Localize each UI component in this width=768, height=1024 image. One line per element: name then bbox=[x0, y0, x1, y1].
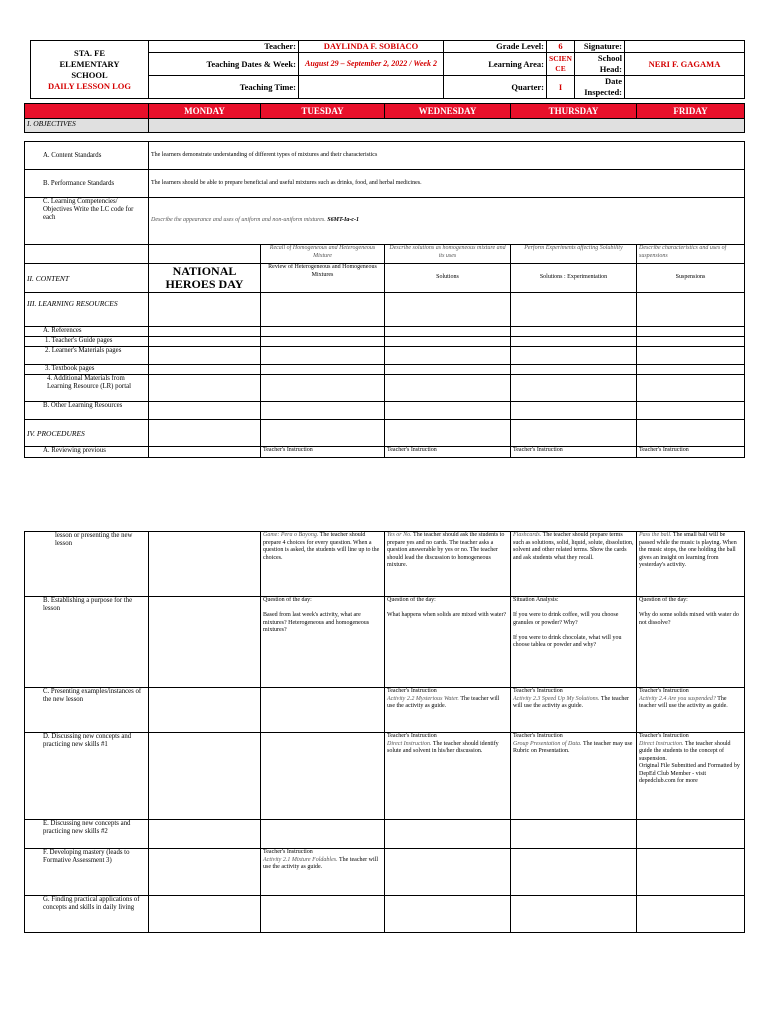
competencies-code: S6MT-Ia-c-1 bbox=[327, 217, 360, 224]
head-name: NERI F. GAGAMA bbox=[625, 53, 745, 76]
head-label: School Head: bbox=[575, 53, 625, 76]
deped-club-note: Original File Submitted and Formatted by DepEd Club Member - visit depedclub.com for more bbox=[639, 763, 740, 784]
day-friday: FRIDAY bbox=[637, 104, 745, 119]
header-table bbox=[30, 40, 745, 99]
discussing-1-thursday: Teacher's Instruction Group Presentation of Data. The teacher may use Rubric on Presentation. bbox=[511, 733, 637, 820]
practical-applications-label: G. Finding practical applications of concepts and skills in daily living bbox=[25, 896, 149, 933]
topic-wednesday: Solutions bbox=[385, 264, 511, 293]
resources-heading: III. LEARNING RESOURCES bbox=[25, 293, 149, 327]
competencies-label: C. Learning Competencies/ Objectives Write the LC code for each bbox=[25, 198, 149, 245]
additional-materials-label: 4. Additional Materials from Learning Resource (LR) portal bbox=[25, 375, 149, 402]
mastery-tuesday: Teacher's Instruction Activity 2.1 Mixture Foldables. The teacher will use the activity as guide. bbox=[261, 849, 385, 896]
purpose-label: B. Establishing a purpose for the lesson bbox=[25, 597, 149, 688]
references-label: A. References bbox=[25, 327, 149, 337]
day-thursday: THURSDAY bbox=[511, 104, 637, 119]
content-standards-label: A. Content Standards bbox=[25, 142, 149, 170]
objectives-heading: I. OBJECTIVES bbox=[25, 119, 149, 133]
days-row bbox=[25, 104, 745, 119]
examples-wednesday: Teacher's Instruction Activity 2.2 Mysterious Water. The teacher will use the activity as guide. bbox=[385, 688, 511, 733]
quarter-value: I bbox=[547, 76, 575, 99]
lm-label: 2. Learner's Materials pages bbox=[25, 347, 149, 365]
review-thursday: Teacher's Instruction bbox=[511, 447, 637, 458]
other-resources-label: B. Other Learning Resources bbox=[25, 402, 149, 420]
developing-mastery-label: F. Developing mastery (leads to Formative Assessment 3) bbox=[25, 849, 149, 896]
time-value bbox=[299, 76, 444, 99]
content-standards: The learners demonstrate understanding of different types of mixtures and their characteristics bbox=[149, 142, 745, 170]
inspected-label: Date Inspected: bbox=[575, 76, 625, 99]
topic-tuesday: Review of Heterogeneous and Homogeneous Mixtures bbox=[261, 264, 385, 293]
tg-label: 1. Teacher's Guide pages bbox=[25, 337, 149, 347]
review-activity-thursday: Flashcards. The teacher should prepare terms such as solutions, solid, liquid, solute, dissolution, solvent and other related terms. Show the cards and ask students what they recall. bbox=[511, 532, 637, 597]
review-activity-tuesday: Game: Pera o Bayong. The teacher should prepare 4 choices for every question. When a question is asked, the students will line up to the choices. bbox=[261, 532, 385, 597]
topic-sub-thursday: Perform Experiments affecting Solubility bbox=[511, 245, 637, 264]
grade-value: 6 bbox=[547, 41, 575, 53]
day-tuesday: TUESDAY bbox=[261, 104, 385, 119]
procedures-heading: IV. PROCEDURES bbox=[25, 420, 149, 447]
lesson-table-page1 bbox=[24, 103, 745, 458]
discussing-1-friday: Teacher's Instruction Direct Instruction. The teacher should guide the students to the concept of suspension. Original File Submitted and Formatted by DepEd Club Member - visit depedclub.com for more bbox=[637, 733, 745, 820]
quarter-label: Quarter: bbox=[444, 76, 547, 99]
presenting-examples-label: C. Presenting examples/instances of the new lesson bbox=[25, 688, 149, 733]
signature-value bbox=[625, 41, 745, 53]
area-value: SCIENCE bbox=[547, 53, 575, 76]
review-friday: Teacher's Instruction bbox=[637, 447, 745, 458]
topic-thursday: Solutions : Experimentation bbox=[511, 264, 637, 293]
purpose-friday: Question of the day: Why do some solids mixed with water do not dissolve? bbox=[637, 597, 745, 688]
topic-sub-wednesday: Describe solutions as homogeneous mixture and its uses bbox=[385, 245, 511, 264]
content-heading: II. CONTENT bbox=[25, 264, 149, 293]
textbook-label: 3. Textbook pages bbox=[25, 365, 149, 375]
performance-standards: The learners should be able to prepare beneficial and useful mixtures such as drinks, food, and herbal medicines. bbox=[149, 170, 745, 198]
competencies-text: Describe the appearance and uses of uniform and non-uniform mixtures. bbox=[151, 217, 326, 224]
performance-standards-label: B. Performance Standards bbox=[25, 170, 149, 198]
topic-sub-friday: Describe characteristics and uses of suspensions bbox=[637, 245, 745, 264]
discussing-1-label: D. Discussing new concepts and practicing new skills #1 bbox=[25, 733, 149, 820]
school-name: STA. FE ELEMENTARY SCHOOL DAILY LESSON LOG bbox=[31, 41, 149, 99]
examples-friday: Teacher's Instruction Activity 2.4 Are you suspended? The teacher will use the activity as guide. bbox=[637, 688, 745, 733]
topic-sub-tuesday: Recall of Homogeneous and Heterogeneous Mixture bbox=[261, 245, 385, 264]
day-monday: MONDAY bbox=[149, 104, 261, 119]
review-activity-friday: Pass the ball. The small ball will be passed while the music is playing. When the music stops, the one holding the ball gives an insight on learning from yesterday's activity. bbox=[637, 532, 745, 597]
examples-thursday: Teacher's Instruction Activity 2.3 Speed Up My Solutions. The teacher will use the activity as guide. bbox=[511, 688, 637, 733]
review-tuesday: Teacher's Instruction bbox=[261, 447, 385, 458]
teaching-dates: August 29 – September 2, 2022 / Week 2 bbox=[299, 53, 444, 76]
review-activity-wednesday: Yes or No. The teacher should ask the students to prepare yes and no cards. The teacher asks a question answerable by yes or no. The teacher should lead the discussion to homogeneous mixture. bbox=[385, 532, 511, 597]
day-wednesday: WEDNESDAY bbox=[385, 104, 511, 119]
purpose-tuesday: Question of the day: Based from last week's activity, what are mixtures? Heterogeneous and homogeneous mixtures? bbox=[261, 597, 385, 688]
topic-friday: Suspensions bbox=[637, 264, 745, 293]
grade-label: Grade Level: bbox=[444, 41, 547, 53]
lesson-table-page2 bbox=[24, 531, 745, 933]
dates-label: Teaching Dates & Week: bbox=[149, 53, 299, 76]
teacher-label: Teacher: bbox=[149, 41, 299, 53]
log-title: DAILY LESSON LOG bbox=[48, 80, 131, 91]
presenting-new-lesson-label: lesson or presenting the new lesson bbox=[25, 532, 149, 597]
area-label: Learning Area: bbox=[444, 53, 547, 76]
discussing-1-wednesday: Teacher's Instruction Direct Instruction. The teacher should identify solute and solvent in his/her discussion. bbox=[385, 733, 511, 820]
inspected-value bbox=[625, 76, 745, 99]
purpose-wednesday: Question of the day: What happens when solids are mixed with water? bbox=[385, 597, 511, 688]
signature-label: Signature: bbox=[575, 41, 625, 53]
reviewing-label: A. Reviewing previous bbox=[25, 447, 149, 458]
time-label: Teaching Time: bbox=[149, 76, 299, 99]
review-wednesday: Teacher's Instruction bbox=[385, 447, 511, 458]
purpose-thursday: Situation Analysis: If you were to drink coffee, will you choose granules or powder? Why? If you were to drink chocolate, what will you choose tablea or powder and why? bbox=[511, 597, 637, 688]
discussing-2-label: E. Discussing new concepts and practicing new skills #2 bbox=[25, 820, 149, 849]
holiday-label: NATIONAL HEROES DAY bbox=[149, 264, 261, 293]
teacher-name: DAYLINDA F. SOBIACO bbox=[299, 41, 444, 53]
